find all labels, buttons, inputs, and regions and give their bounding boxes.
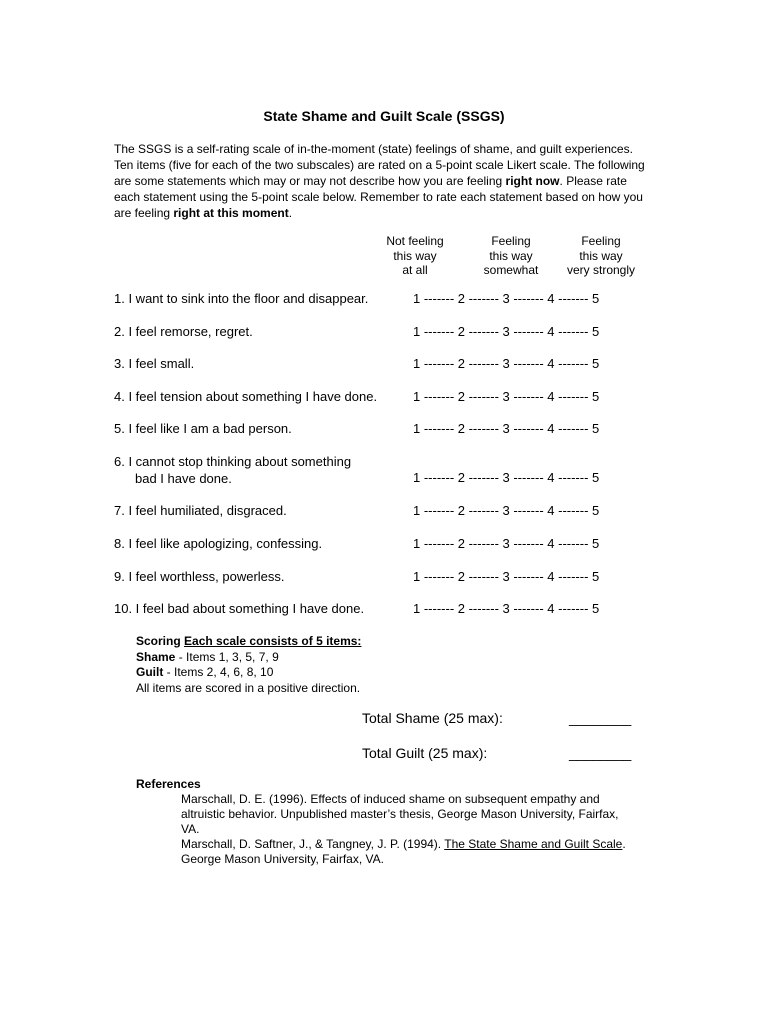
list-item: 2. I feel remorse, regret. (114, 324, 253, 339)
scoring-section (136, 634, 361, 696)
rating-scale[interactable]: 1 ------- 2 ------- 3 ------- 4 ------- 5 (413, 389, 600, 404)
intro-text-2: . Please rate each statement using the 5-point scale below. Remember to rate each statement based on how you are feeling (114, 174, 643, 220)
reference-1-line-3: VA. (181, 822, 200, 836)
rating-scale[interactable]: 1 ------- 2 ------- 3 ------- 4 ------- 5 (413, 569, 600, 584)
reference-2-line-2: George Mason University, Fairfax, VA. (181, 852, 384, 866)
reference-2-title: The State Shame and Guilt Scale (444, 837, 623, 851)
list-item: 1. I want to sink into the floor and disappear. (114, 291, 369, 306)
guilt-items: Guilt - Items 2, 4, 6, 8, 10 (136, 665, 274, 679)
intro-text-3: . (288, 206, 293, 220)
list-item: 9. I feel worthless, powerless. (114, 569, 285, 584)
scoring-heading: Scoring Each scale consists of 5 items: (136, 634, 362, 648)
header-feeling-somewhat: Feeling this way somewhat (483, 234, 539, 277)
rating-scale[interactable]: 1 ------- 2 ------- 3 ------- 4 ------- 5 (413, 601, 600, 616)
reference-2-line-1: Marschall, D. Saftner, J., & Tangney, J. P. (1994). The State Shame and Guilt Scale. (181, 837, 626, 851)
rating-scale[interactable]: 1 ------- 2 ------- 3 ------- 4 ------- 5 (413, 356, 600, 371)
rating-scale[interactable]: 1 ------- 2 ------- 3 ------- 4 ------- 5 (413, 324, 600, 339)
rating-scale[interactable]: 1 ------- 2 ------- 3 ------- 4 ------- 5 (413, 291, 600, 306)
rating-scale[interactable]: 1 ------- 2 ------- 3 ------- 4 ------- 5 (413, 503, 600, 518)
total-guilt-blank[interactable]: ________ (569, 745, 632, 761)
list-item: 5. I feel like I am a bad person. (114, 421, 292, 436)
rating-scale[interactable]: 1 ------- 2 ------- 3 ------- 4 ------- 5 (413, 536, 600, 551)
references-heading: References (136, 777, 201, 791)
shame-items: Shame - Items 1, 3, 5, 7, 9 (136, 649, 279, 664)
references-list (181, 792, 661, 867)
header-feeling-very-strongly: Feeling this way very strongly (566, 234, 636, 277)
page-title: State Shame and Guilt Scale (SSGS) (263, 108, 505, 124)
total-shame-blank[interactable]: ________ (569, 710, 632, 726)
reference-1-line-2: altruistic behavior. Unpublished master’s thesis, George Mason University, Fairfax, (181, 807, 619, 821)
total-guilt-label: Total Guilt (25 max): (362, 745, 488, 761)
intro-text-1: The SSGS is a self-rating scale of in-the-moment (state) feelings of shame, and guilt experiences. Ten items (five for each of the two subscales) are rated on a 5-point scale Likert scale. The following are some statements which may or may not describe how you are feeling (114, 142, 645, 188)
rating-scale[interactable]: 1 ------- 2 ------- 3 ------- 4 ------- 5 (413, 470, 600, 485)
reference-1-line-1: Marschall, D. E. (1996). Effects of induced shame on subsequent empathy and (181, 792, 600, 806)
list-item: 3. I feel small. (114, 356, 195, 371)
list-item: 4. I feel tension about something I have done. (114, 389, 378, 404)
list-item: 7. I feel humiliated, disgraced. (114, 503, 287, 518)
list-item: 10. I feel bad about something I have done. (114, 601, 365, 616)
list-item: 6. I cannot stop thinking about something bad I have done. (114, 454, 352, 486)
intro-paragraph (114, 141, 654, 221)
intro-bold-right-at-this-moment: right at this moment (173, 206, 289, 220)
total-shame-label: Total Shame (25 max): (362, 710, 503, 726)
header-not-feeling: Not feeling this way at all (386, 234, 444, 277)
rating-scale[interactable]: 1 ------- 2 ------- 3 ------- 4 ------- 5 (413, 421, 600, 436)
scoring-note: All items are scored in a positive direction. (136, 680, 361, 695)
list-item: 8. I feel like apologizing, confessing. (114, 536, 323, 551)
intro-bold-right-now: right now (505, 174, 560, 188)
